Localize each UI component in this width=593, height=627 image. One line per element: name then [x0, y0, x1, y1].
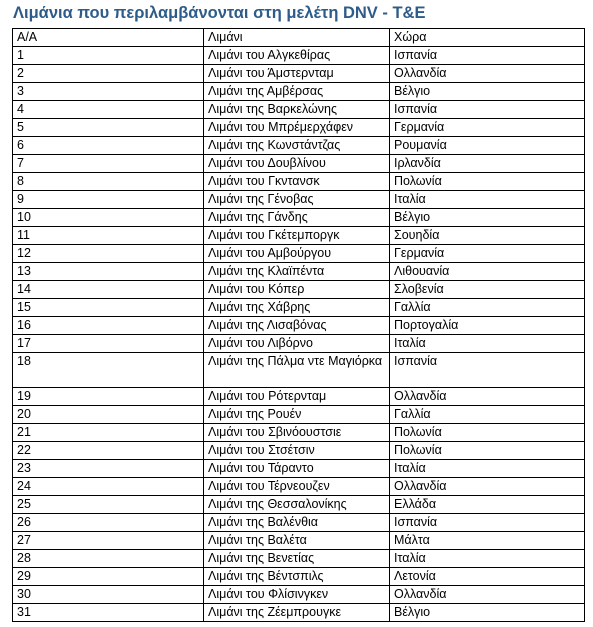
- cell-country: Ισπανία: [390, 47, 585, 65]
- cell-number: 30: [13, 586, 204, 604]
- cell-number: 28: [13, 550, 204, 568]
- cell-number: 29: [13, 568, 204, 586]
- cell-number: 22: [13, 442, 204, 460]
- table-row: [13, 496, 585, 514]
- table-row: [13, 65, 585, 83]
- cell-number: 2: [13, 65, 204, 83]
- cell-number: 18: [13, 353, 204, 388]
- cell-number: 17: [13, 335, 204, 353]
- header-number: Α/Α: [13, 29, 204, 47]
- cell-number: 10: [13, 209, 204, 227]
- cell-number: 8: [13, 173, 204, 191]
- cell-port: Λιμάνι της Κωνστάντζας: [204, 137, 390, 155]
- cell-port: Λιμάνι της Θεσσαλονίκης: [204, 496, 390, 514]
- cell-port: Λιμάνι της Χάβρης: [204, 299, 390, 317]
- table-row: [13, 83, 585, 101]
- table-row: [13, 299, 585, 317]
- cell-port: Λιμάνι της Ρουέν: [204, 406, 390, 424]
- cell-country: Ισπανία: [390, 101, 585, 119]
- table-row: [13, 604, 585, 622]
- cell-country: Ρουμανία: [390, 137, 585, 155]
- table-row: [13, 137, 585, 155]
- cell-country: Ολλανδία: [390, 478, 585, 496]
- cell-number: 6: [13, 137, 204, 155]
- cell-port: Λιμάνι του Άμστερνταμ: [204, 65, 390, 83]
- cell-country: Ολλανδία: [390, 586, 585, 604]
- cell-country: Ισπανία: [390, 514, 585, 532]
- cell-port: Λιμάνι του Τέρνεουζεν: [204, 478, 390, 496]
- cell-number: 19: [13, 388, 204, 406]
- table-row: [13, 47, 585, 65]
- cell-port: Λιμάνι της Αμβέρσας: [204, 83, 390, 101]
- table-row: [13, 155, 585, 173]
- cell-port: Λιμάνι της Γένοβας: [204, 191, 390, 209]
- cell-port: Λιμάνι του Φλίσινγκεν: [204, 586, 390, 604]
- cell-number: 16: [13, 317, 204, 335]
- cell-port: Λιμάνι της Βενετίας: [204, 550, 390, 568]
- cell-number: 31: [13, 604, 204, 622]
- cell-number: 12: [13, 245, 204, 263]
- table-row: [13, 209, 585, 227]
- cell-country: Ελλάδα: [390, 496, 585, 514]
- cell-number: 3: [13, 83, 204, 101]
- cell-port: Λιμάνι της Βαλένθια: [204, 514, 390, 532]
- cell-country: Πολωνία: [390, 424, 585, 442]
- table-row: [13, 119, 585, 137]
- cell-country: Γαλλία: [390, 299, 585, 317]
- cell-country: Ιταλία: [390, 191, 585, 209]
- table-row: [13, 353, 585, 388]
- cell-country: Γερμανία: [390, 245, 585, 263]
- cell-port: Λιμάνι του Γκντανσκ: [204, 173, 390, 191]
- table-row: [13, 191, 585, 209]
- cell-port: Λιμάνι του Στσέτσιν: [204, 442, 390, 460]
- table-row: [13, 478, 585, 496]
- table-row: [13, 101, 585, 119]
- cell-country: Πορτογαλία: [390, 317, 585, 335]
- cell-number: 26: [13, 514, 204, 532]
- cell-country: Βέλγιο: [390, 209, 585, 227]
- cell-number: 15: [13, 299, 204, 317]
- cell-port: Λιμάνι του Μπρέμερχάφεν: [204, 119, 390, 137]
- cell-port: Λιμάνι της Γάνδης: [204, 209, 390, 227]
- cell-country: Πολωνία: [390, 442, 585, 460]
- table-row: [13, 424, 585, 442]
- cell-port: Λιμάνι του Γκέτεμποργκ: [204, 227, 390, 245]
- cell-country: Βέλγιο: [390, 604, 585, 622]
- header-country: Χώρα: [390, 29, 585, 47]
- cell-country: Ιρλανδία: [390, 155, 585, 173]
- cell-port: Λιμάνι της Βαλέτα: [204, 532, 390, 550]
- table-row: [13, 317, 585, 335]
- table-row: [13, 442, 585, 460]
- table-row: [13, 173, 585, 191]
- cell-country: Ιταλία: [390, 460, 585, 478]
- cell-number: 21: [13, 424, 204, 442]
- header-port: Λιμάνι: [204, 29, 390, 47]
- cell-country: Ιταλία: [390, 335, 585, 353]
- cell-country: Βέλγιο: [390, 83, 585, 101]
- cell-port: Λιμάνι του Ρότερνταμ: [204, 388, 390, 406]
- table-row: [13, 245, 585, 263]
- cell-number: 20: [13, 406, 204, 424]
- cell-country: Ολλανδία: [390, 65, 585, 83]
- cell-port: Λιμάνι της Βέντσπιλς: [204, 568, 390, 586]
- page-title: Λιμάνια που περιλαμβάνονται στη μελέτη DNV - T&E: [13, 4, 426, 22]
- table-row: [13, 388, 585, 406]
- table-row: [13, 532, 585, 550]
- cell-port: Λιμάνι της Ζέεμπρουγκε: [204, 604, 390, 622]
- cell-port: Λιμάνι του Τάραντο: [204, 460, 390, 478]
- ports-table: [12, 28, 585, 622]
- table-row: [13, 281, 585, 299]
- cell-port: Λιμάνι της Βαρκελώνης: [204, 101, 390, 119]
- cell-number: 27: [13, 532, 204, 550]
- cell-country: Μάλτα: [390, 532, 585, 550]
- cell-number: 23: [13, 460, 204, 478]
- cell-country: Ιταλία: [390, 550, 585, 568]
- cell-number: 24: [13, 478, 204, 496]
- table-row: [13, 460, 585, 478]
- table-row: [13, 406, 585, 424]
- cell-number: 4: [13, 101, 204, 119]
- cell-country: Γαλλία: [390, 406, 585, 424]
- table-row: [13, 568, 585, 586]
- cell-port: Λιμάνι του Λιβόρνο: [204, 335, 390, 353]
- cell-port: Λιμάνι του Αλγκεθίρας: [204, 47, 390, 65]
- table-row: [13, 514, 585, 532]
- cell-number: 11: [13, 227, 204, 245]
- cell-number: 7: [13, 155, 204, 173]
- cell-country: Πολωνία: [390, 173, 585, 191]
- cell-country: Λιθουανία: [390, 263, 585, 281]
- cell-number: 5: [13, 119, 204, 137]
- cell-port: Λιμάνι της Πάλμα ντε Μαγιόρκα: [204, 353, 390, 388]
- cell-port: Λιμάνι της Λισαβόνας: [204, 317, 390, 335]
- cell-port: Λιμάνι του Αμβούργου: [204, 245, 390, 263]
- cell-port: Λιμάνι του Κόπερ: [204, 281, 390, 299]
- table-row: [13, 263, 585, 281]
- cell-port: Λιμάνι του Δουβλίνου: [204, 155, 390, 173]
- cell-country: Γερμανία: [390, 119, 585, 137]
- table-row: [13, 550, 585, 568]
- cell-country: Ολλανδία: [390, 388, 585, 406]
- cell-number: 9: [13, 191, 204, 209]
- table-header-row: [13, 29, 585, 47]
- cell-port: Λιμάνι της Κλαϊπέντα: [204, 263, 390, 281]
- cell-port: Λιμάνι του Σβινόουστσιε: [204, 424, 390, 442]
- cell-number: 1: [13, 47, 204, 65]
- cell-country: Σουηδία: [390, 227, 585, 245]
- cell-number: 13: [13, 263, 204, 281]
- table-body: [13, 47, 585, 622]
- cell-country: Σλοβενία: [390, 281, 585, 299]
- table-row: [13, 335, 585, 353]
- cell-number: 25: [13, 496, 204, 514]
- cell-country: Ισπανία: [390, 353, 585, 388]
- cell-number: 14: [13, 281, 204, 299]
- table-row: [13, 227, 585, 245]
- cell-country: Λετονία: [390, 568, 585, 586]
- table-row: [13, 586, 585, 604]
